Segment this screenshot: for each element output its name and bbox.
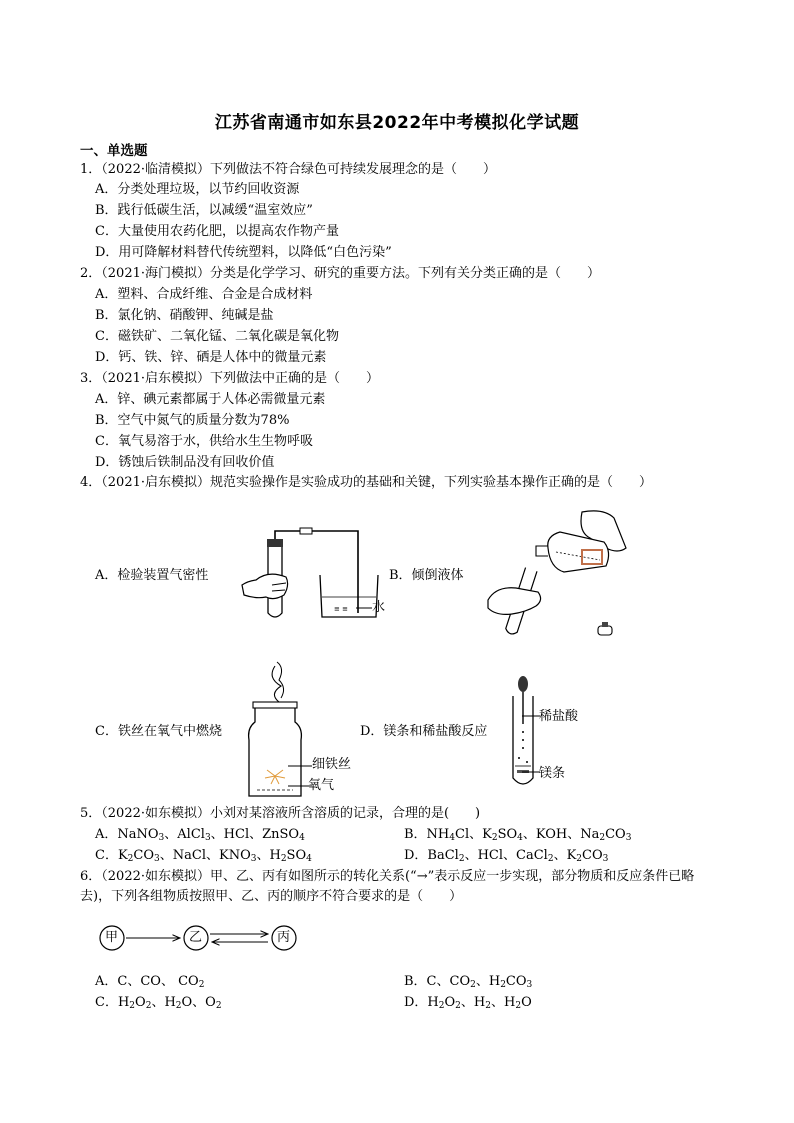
question-5-option-d[interactable]: D．BaCl$_2$、HCl、CaCl$_2$、$K_2CO_3$ (404, 848, 609, 864)
section-heading: 一、单选题 (80, 143, 148, 159)
label-magnesium: 镁条 (539, 766, 566, 781)
label-water: 水 (372, 600, 386, 615)
label-dilute-hcl: 稀盐酸 (539, 709, 579, 724)
question-1-option-c[interactable]: C．大量使用农药化肥，以提高农作物产量 (95, 224, 339, 239)
question-1-option-b[interactable]: B．践行低碳生活，以减缓“温室效应” (95, 203, 313, 218)
question-5-option-b[interactable]: B．$NH_4Cl$、$K_2SO_4$、KOH、$Na_2CO_3$ (404, 827, 632, 843)
question-5-stem: 5．（2022·如东模拟）小刘对某溶液所含溶质的记录，合理的是( ) (80, 806, 481, 821)
question-3-option-d[interactable]: D．锈蚀后铁制品没有回收价值 (95, 455, 275, 470)
question-4-option-b[interactable]: B．倾倒液体 (389, 568, 464, 583)
question-1-stem: 1．（2022·临清模拟）下列做法不符合绿色可持续发展理念的是（ ） (80, 162, 496, 177)
question-5-option-c[interactable]: C．$K_2CO_3$、NaCl、$KNO_3$、$H_2SO_4$ (95, 848, 312, 864)
node-jia: 甲 (105, 930, 119, 945)
page-title: 江苏省南通市如东县2022年中考模拟化学试题 (214, 113, 580, 133)
question-6-option-a[interactable]: A．C、CO、 $CO_2$ (95, 974, 205, 990)
svg-text:≡ ≡: ≡ ≡ (334, 605, 348, 613)
question-5-option-a[interactable]: A．NaNO$_3$、AlCl$_3$、HCl、ZnSO$_4$ (95, 827, 305, 843)
label-water-leader (356, 605, 374, 611)
question-4-option-c[interactable]: C．铁丝在氧气中燃烧 (95, 724, 222, 739)
question-1-option-d[interactable]: D．用可降解材料替代传统塑料，以降低“白色污染” (95, 245, 392, 260)
question-3-option-c[interactable]: C．氧气易溶于水，供给水生生物呼吸 (95, 434, 313, 449)
question-2-option-a[interactable]: A．塑料、合成纤维、合金是合成材料 (95, 287, 313, 302)
question-4-stem: 4．（2021·启东模拟）规范实验操作是实验成功的基础和关键，下列实验基本操作正确的是（ ） (80, 475, 652, 490)
question-3-stem: 3．（2021·启东模拟）下列做法中正确的是（ ） (80, 371, 379, 386)
label-iron-wire: 细铁丝 (312, 757, 352, 772)
question-6-option-b[interactable]: B．C、$CO_2$、$H_2CO_3$ (404, 974, 533, 990)
question-6-stem: 6．（2022·如东模拟）甲、乙、丙有如图所示的转化关系(“→”表示反应一步实现，部分物质和反应条件已略去)，下列各组物质按照甲、乙、丙的顺序不符合要求的是（ ） (80, 869, 695, 904)
question-6-option-c[interactable]: C．$H_2O_2$、$H_2O$、$O_2$ (95, 995, 222, 1011)
figure-pouring-liquid (486, 508, 636, 643)
question-1-option-a[interactable]: A．分类处理垃圾，以节约回收资源 (95, 182, 300, 197)
question-6-option-d[interactable]: D．$H_2O_2$、$H_2$、$H_2O$ (404, 995, 532, 1011)
question-4-option-d[interactable]: D．镁条和稀盐酸反应 (360, 724, 488, 739)
question-2-option-d[interactable]: D．钙、铁、锌、硒是人体中的微量元素 (95, 350, 327, 365)
label-oxygen: 氧气 (308, 778, 335, 793)
question-2-stem: 2．（2021·海门模拟）分类是化学学习、研究的重要方法。下列有关分类正确的是（ ） (80, 266, 600, 281)
node-yi: 乙 (189, 930, 203, 945)
question-4-option-a[interactable]: A．检验装置气密性 (95, 568, 209, 583)
question-3-option-b[interactable]: B．空气中氮气的质量分数为78% (95, 413, 290, 428)
question-3-option-a[interactable]: A．锌、碘元素都属于人体必需微量元素 (95, 392, 326, 407)
question-2-option-b[interactable]: B．氯化钠、硝酸钾、纯碱是盐 (95, 308, 274, 323)
node-bing: 丙 (277, 930, 291, 945)
question-2-option-c[interactable]: C．磁铁矿、二氧化锰、二氧化碳是氧化物 (95, 329, 339, 344)
